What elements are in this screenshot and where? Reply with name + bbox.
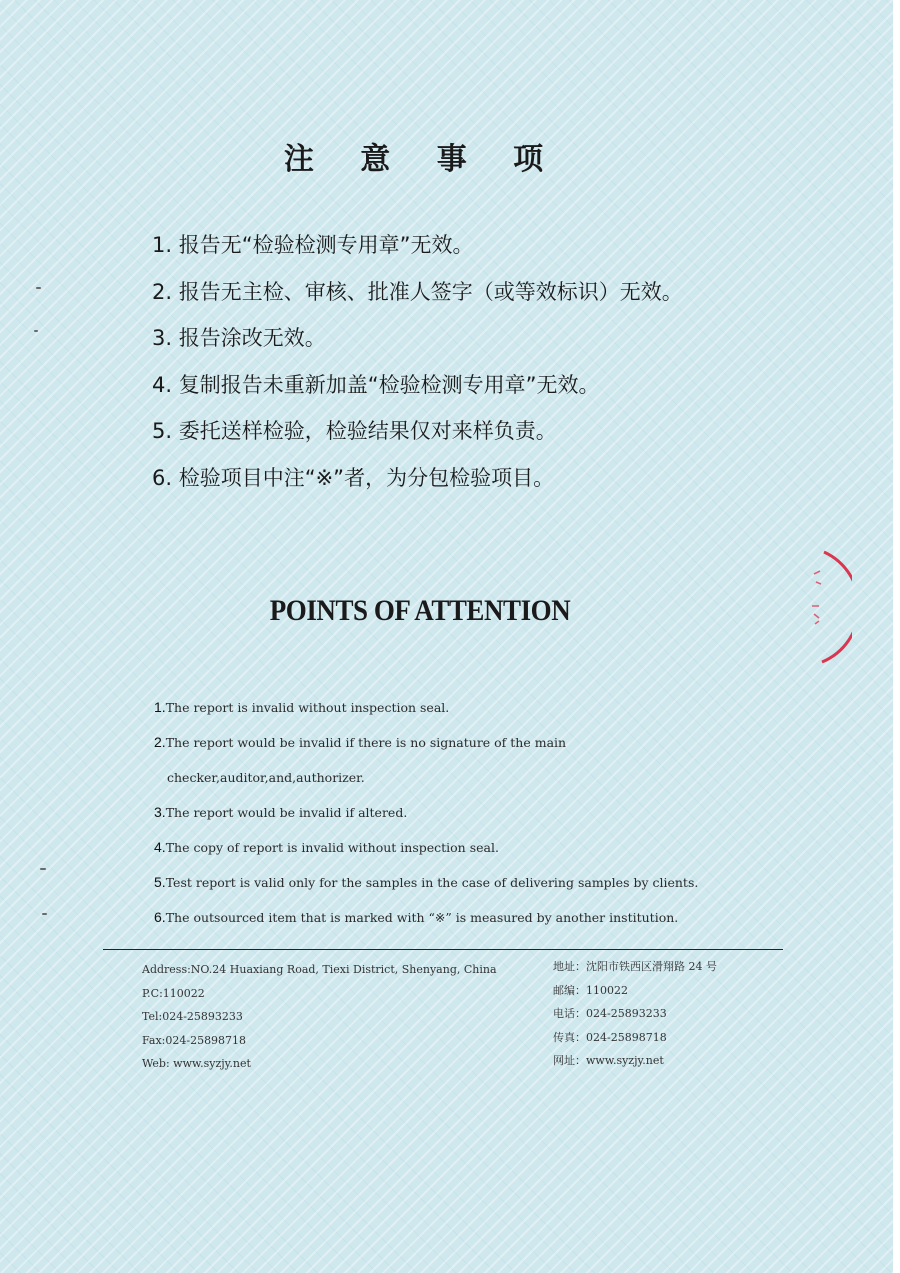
red-seal-stamp-fragment xyxy=(802,548,852,668)
item-text: The outsourced item that is marked with “※” is measured by another institution. xyxy=(165,910,679,925)
footer-fax: Fax:024-25898718 xyxy=(142,1033,247,1047)
footer-contact-cn xyxy=(553,955,717,1073)
scan-speck xyxy=(40,868,46,870)
item-number: 3. xyxy=(154,804,166,820)
item-number: 5. xyxy=(154,874,166,890)
cn-notice-item: 1. 报告无“检验检测专用章”无效。 xyxy=(152,233,474,257)
item-text: The report would be invalid if altered. xyxy=(165,805,408,820)
en-notice-item xyxy=(154,795,698,830)
scan-speck xyxy=(34,330,38,332)
item-number: 4. xyxy=(154,839,166,855)
en-notice-item xyxy=(154,725,698,760)
scan-speck xyxy=(36,287,41,289)
en-notice-item xyxy=(154,690,698,725)
footer-website: Web: www.syzjy.net xyxy=(142,1057,251,1070)
item-number: 2. xyxy=(154,734,166,750)
footer-divider xyxy=(103,949,783,950)
en-notice-item-continuation xyxy=(154,760,698,795)
en-notice-item xyxy=(154,865,698,900)
en-notice-item xyxy=(154,900,698,935)
item-text: The report would be invalid if there is no signature of the main xyxy=(165,735,567,750)
cn-notice-item: 3. 报告涂改无效。 xyxy=(152,326,326,350)
en-notice-list xyxy=(154,690,698,935)
footer-contact-en xyxy=(142,958,497,1076)
footer-postcode-cn: 邮编：110022 xyxy=(553,983,628,997)
footer-phone-cn: 电话：024-25893233 xyxy=(553,1007,667,1020)
footer-website-cn: 网址：www.syzjy.net xyxy=(553,1054,664,1067)
page-title-cn: 注 意 事 项 xyxy=(283,142,562,177)
item-text: The copy of report is invalid without inspection seal. xyxy=(165,840,499,855)
item-text: Test report is valid only for the samples in the case of delivering samples by clients. xyxy=(165,875,699,890)
footer-fax-cn: 传真：024-25898718 xyxy=(553,1030,667,1044)
en-notice-item xyxy=(154,830,698,865)
cn-notice-item: 6. 检验项目中注“※”者，为分包检验项目。 xyxy=(152,465,555,490)
footer-address-cn: 地址：沈阳市铁西区滑翔路 24 号 xyxy=(553,960,717,973)
cn-notice-item: 5. 委托送样检验，检验结果仅对来样负责。 xyxy=(152,419,557,443)
cn-notice-item: 4. 复制报告未重新加盖“检验检测专用章”无效。 xyxy=(152,372,600,397)
item-text: The report is invalid without inspection seal. xyxy=(165,700,450,715)
item-number: 6. xyxy=(154,909,166,925)
footer-phone: Tel:024-25893233 xyxy=(142,1010,243,1023)
cn-notice-list xyxy=(152,222,683,501)
item-text: checker,auditor,and,authorizer. xyxy=(167,770,365,785)
footer-address: Address:NO.24 Huaxiang Road, Tiexi District, Shenyang, China xyxy=(142,963,497,976)
item-number: 1. xyxy=(154,699,166,715)
footer-postcode: P.C:110022 xyxy=(142,986,205,1000)
page-title-en: POINTS OF ATTENTION xyxy=(269,594,571,627)
cn-notice-item: 2. 报告无主检、审核、批准人签字（或等效标识）无效。 xyxy=(152,279,683,304)
scan-speck xyxy=(42,913,47,915)
